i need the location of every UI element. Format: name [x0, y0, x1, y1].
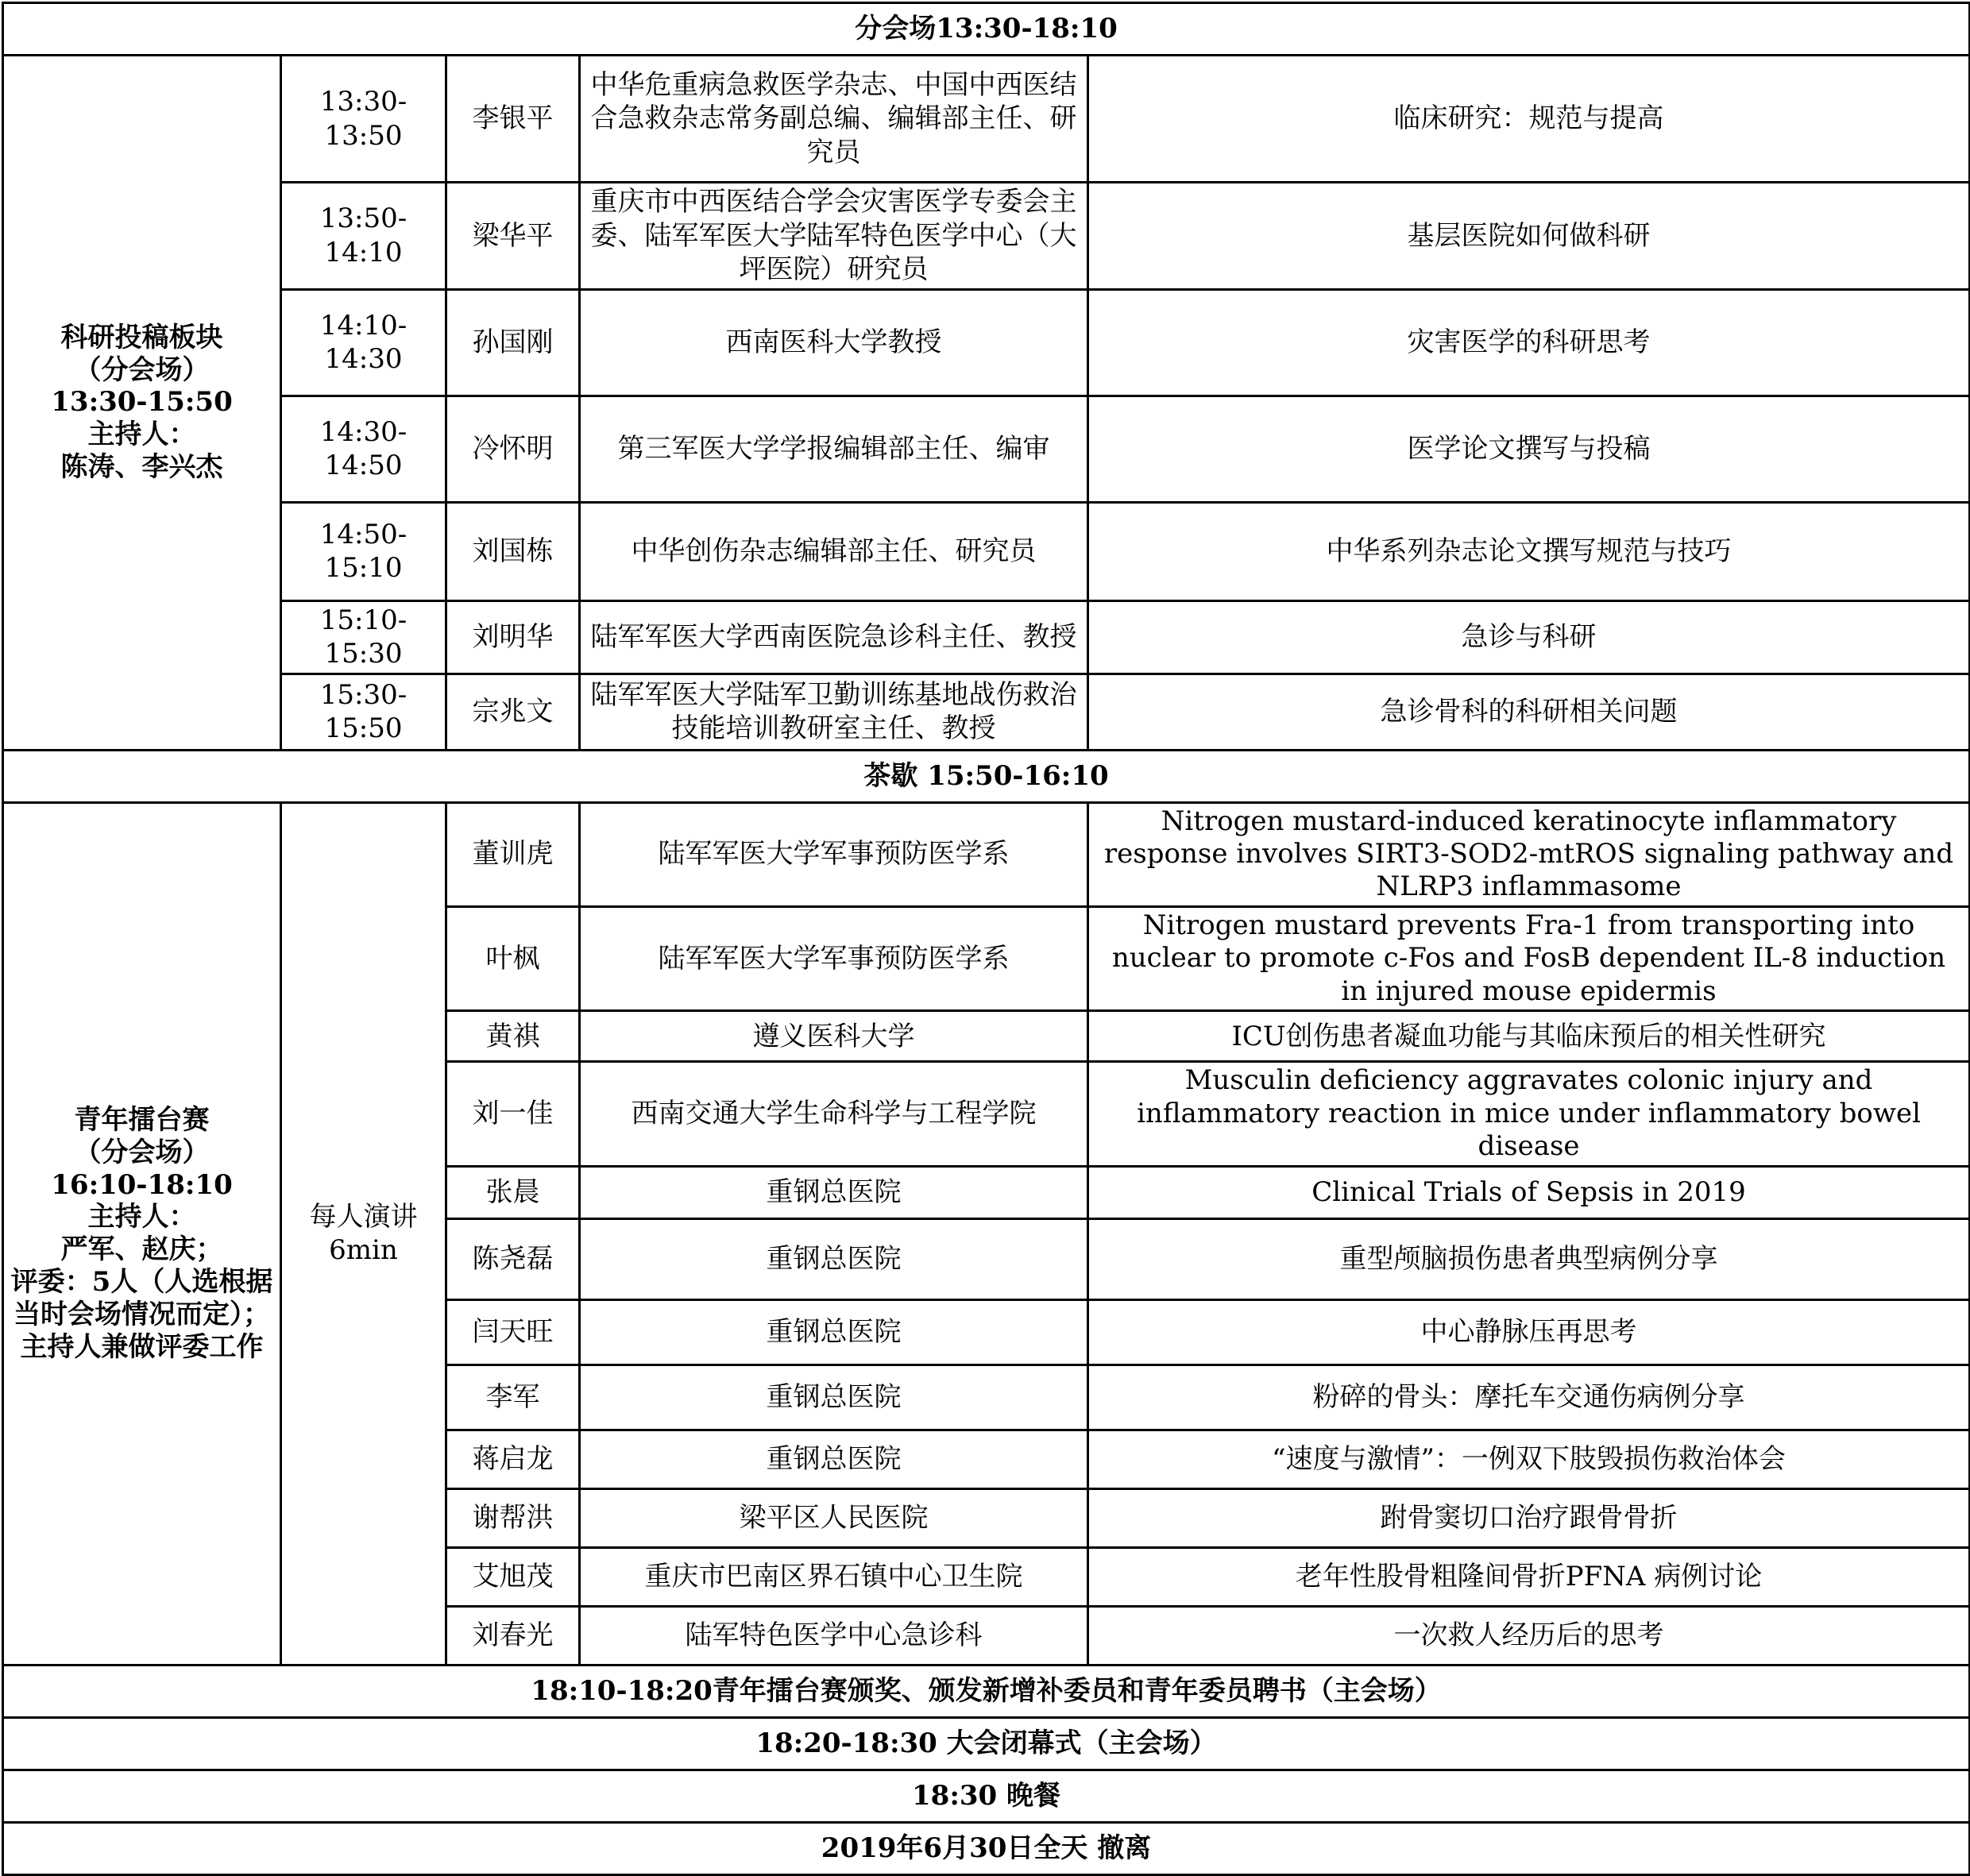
- talk-speaker: 刘春光: [446, 1606, 580, 1665]
- talk-time: 14:30-14:50: [281, 396, 446, 502]
- talk-affiliation: 陆军特色医学中心急诊科: [580, 1606, 1088, 1665]
- talk-time: 13:50-14:10: [281, 183, 446, 290]
- talk-topic: 一次救人经历后的思考: [1088, 1606, 1970, 1665]
- talk-duration-note: 每人演讲 6min: [281, 802, 446, 1665]
- talk-speaker: 黄祺: [446, 1011, 580, 1062]
- talk-affiliation: 西南医科大学教授: [580, 289, 1088, 396]
- talk-topic: 跗骨窦切口治疗跟骨骨折: [1088, 1488, 1970, 1547]
- tea-break-row: 茶歇 15:50-16:10: [3, 750, 1970, 802]
- talk-affiliation: 重钢总医院: [580, 1365, 1088, 1430]
- table-row: [3, 674, 1970, 750]
- talk-affiliation: 中华创伤杂志编辑部主任、研究员: [580, 502, 1088, 600]
- venue-header: 分会场13:30-18:10: [3, 3, 1970, 56]
- talk-topic: Nitrogen mustard-induced keratinocyte inflammatory response involves SIRT3-SOD2-mtROS signaling pathway and NLRP3 inflammasome: [1088, 802, 1970, 906]
- closing-ceremony-row: 18:20-18:30 大会闭幕式（主会场）: [3, 1717, 1970, 1770]
- talk-speaker: 李军: [446, 1365, 580, 1430]
- table-row: [3, 802, 1970, 906]
- talk-speaker: 陈尧磊: [446, 1218, 580, 1299]
- talk-speaker: 叶枫: [446, 906, 580, 1010]
- talk-time: 14:10-14:30: [281, 289, 446, 396]
- talk-speaker: 蒋启龙: [446, 1430, 580, 1488]
- talk-topic: 中心静脉压再思考: [1088, 1299, 1970, 1365]
- talk-speaker: 闫天旺: [446, 1299, 580, 1365]
- session-label-research: 科研投稿板块 （分会场） 13:30-15:50 主持人： 陈涛、李兴杰: [3, 56, 281, 751]
- talk-topic: 基层医院如何做科研: [1088, 183, 1970, 290]
- talk-time: 14:50-15:10: [281, 502, 446, 600]
- talk-affiliation: 重庆市巴南区界石镇中心卫生院: [580, 1547, 1088, 1606]
- table-row: [3, 396, 1970, 502]
- talk-speaker: 艾旭茂: [446, 1547, 580, 1606]
- talk-speaker: 谢帮洪: [446, 1488, 580, 1547]
- talk-speaker: 刘国栋: [446, 502, 580, 600]
- talk-affiliation: 梁平区人民医院: [580, 1488, 1088, 1547]
- talk-topic: ICU创伤患者凝血功能与其临床预后的相关性研究: [1088, 1011, 1970, 1062]
- departure-row: 2019年6月30日全天 撤离: [3, 1822, 1970, 1874]
- talk-speaker: 宗兆文: [446, 674, 580, 750]
- talk-topic: Clinical Trials of Sepsis in 2019: [1088, 1166, 1970, 1218]
- talk-affiliation: 重钢总医院: [580, 1299, 1088, 1365]
- talk-topic: 急诊骨科的科研相关问题: [1088, 674, 1970, 750]
- awards-row: 18:10-18:20青年擂台赛颁奖、颁发新增补委员和青年委员聘书（主会场）: [3, 1665, 1970, 1717]
- talk-time: 15:10-15:30: [281, 600, 446, 674]
- talk-speaker: 刘一佳: [446, 1062, 580, 1166]
- talk-affiliation: 中华危重病急救医学杂志、中国中西医结合急救杂志常务副总编、编辑部主任、研究员: [580, 56, 1088, 183]
- talk-speaker: 孙国刚: [446, 289, 580, 396]
- table-row: [3, 56, 1970, 183]
- talk-topic: 急诊与科研: [1088, 600, 1970, 674]
- talk-affiliation: 第三军医大学学报编辑部主任、编审: [580, 396, 1088, 502]
- talk-speaker: 梁华平: [446, 183, 580, 290]
- talk-affiliation: 重钢总医院: [580, 1218, 1088, 1299]
- table-row: [3, 600, 1970, 674]
- talk-topic: “速度与激情”：一例双下肢毁损伤救治体会: [1088, 1430, 1970, 1488]
- talk-topic: 医学论文撰写与投稿: [1088, 396, 1970, 502]
- talk-affiliation: 重庆市中西医结合学会灾害医学专委会主委、陆军军医大学陆军特色医学中心（大坪医院）研究员: [580, 183, 1088, 290]
- talk-affiliation: 西南交通大学生命科学与工程学院: [580, 1062, 1088, 1166]
- talk-topic: 粉碎的骨头：摩托车交通伤病例分享: [1088, 1365, 1970, 1430]
- talk-topic: Musculin deficiency aggravates colonic injury and inflammatory reaction in mice under inflammatory bowel disease: [1088, 1062, 1970, 1166]
- schedule-table: [2, 2, 1970, 1876]
- session-label-youth-contest: 青年擂台赛 （分会场） 16:10-18:10 主持人： 严军、赵庆； 评委：5人（人选根据当时会场情况而定）； 主持人兼做评委工作: [3, 802, 281, 1665]
- talk-affiliation: 重钢总医院: [580, 1166, 1088, 1218]
- talk-speaker: 张晨: [446, 1166, 580, 1218]
- talk-topic: 临床研究：规范与提高: [1088, 56, 1970, 183]
- table-row: [3, 289, 1970, 396]
- talk-affiliation: 重钢总医院: [580, 1430, 1088, 1488]
- talk-topic: 重型颅脑损伤患者典型病例分享: [1088, 1218, 1970, 1299]
- talk-speaker: 冷怀明: [446, 396, 580, 502]
- talk-affiliation: 陆军军医大学军事预防医学系: [580, 802, 1088, 906]
- talk-topic: 灾害医学的科研思考: [1088, 289, 1970, 396]
- table-row: [3, 502, 1970, 600]
- talk-affiliation: 陆军军医大学西南医院急诊科主任、教授: [580, 600, 1088, 674]
- talk-time: 15:30-15:50: [281, 674, 446, 750]
- talk-affiliation: 陆军军医大学军事预防医学系: [580, 906, 1088, 1010]
- table-row: [3, 183, 1970, 290]
- talk-affiliation: 遵义医科大学: [580, 1011, 1088, 1062]
- talk-topic: 中华系列杂志论文撰写规范与技巧: [1088, 502, 1970, 600]
- talk-speaker: 刘明华: [446, 600, 580, 674]
- talk-speaker: 董训虎: [446, 802, 580, 906]
- talk-time: 13:30-13:50: [281, 56, 446, 183]
- talk-topic: 老年性股骨粗隆间骨折PFNA 病例讨论: [1088, 1547, 1970, 1606]
- dinner-row: 18:30 晚餐: [3, 1770, 1970, 1822]
- talk-speaker: 李银平: [446, 56, 580, 183]
- talk-topic: Nitrogen mustard prevents Fra-1 from transporting into nuclear to promote c-Fos and FosB dependent IL-8 induction in injured mouse epidermis: [1088, 906, 1970, 1010]
- talk-affiliation: 陆军军医大学陆军卫勤训练基地战伤救治技能培训教研室主任、教授: [580, 674, 1088, 750]
